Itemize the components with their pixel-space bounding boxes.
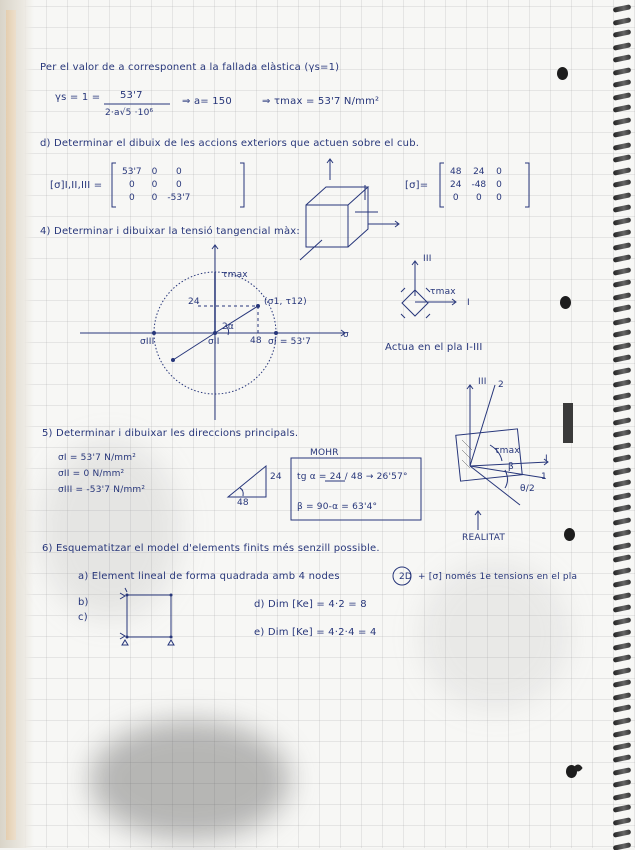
spiral-coil xyxy=(613,504,632,513)
spiral-coil xyxy=(613,467,632,476)
mohr-taumax-label: τmax xyxy=(222,270,248,280)
spiral-coil xyxy=(613,167,632,176)
spiral-coil xyxy=(613,629,632,638)
mohr-tg-alpha: tg α = 24 / 48 → 26'57° xyxy=(297,472,408,482)
spiral-coil xyxy=(613,704,632,713)
mohr-label-24: 24 xyxy=(188,297,200,307)
spiral-coil xyxy=(613,117,632,126)
spiral-coil xyxy=(613,604,632,613)
spiral-coil xyxy=(613,292,632,301)
spiral-coil xyxy=(613,654,632,663)
answer-d: d) Dim [Ke] = 4·2 = 8 xyxy=(254,599,367,610)
section-5-title: 5) Determinar i dibuixar les direccions principals. xyxy=(42,428,299,439)
spiral-coil xyxy=(613,154,632,163)
spiral-coil xyxy=(613,592,632,601)
spiral-coil xyxy=(613,804,632,813)
spiral-coil xyxy=(613,92,632,101)
matrix-cell: 0 xyxy=(128,192,135,203)
matrix-cell: 0 xyxy=(496,192,502,203)
spiral-coil xyxy=(613,542,632,551)
punch-hole xyxy=(560,296,571,309)
mohr-alpha: 2α xyxy=(222,322,235,332)
spiral-coil xyxy=(613,29,632,38)
punch-hole xyxy=(564,528,575,541)
matrix-cell: 0 xyxy=(151,192,158,203)
spiral-coil xyxy=(613,404,632,413)
intro-line: Per el valor de a corresponent a la fallada elàstica (γs=1) xyxy=(40,62,340,73)
spiral-coil xyxy=(613,354,632,363)
spiral-coil xyxy=(613,79,632,88)
matrix-cell: 24 xyxy=(450,179,462,190)
spiral-coil xyxy=(613,304,632,313)
spiral-coil xyxy=(613,279,632,288)
spiral-coil xyxy=(613,754,632,763)
matrix-2-lhs: [σ]= xyxy=(405,180,429,191)
spiral-coil xyxy=(613,267,632,276)
spiral-coil xyxy=(613,129,632,138)
spiral-coil xyxy=(613,817,632,826)
spiral-coil xyxy=(613,204,632,213)
spiral-coil xyxy=(613,192,632,201)
matrix-cell: 53'7 xyxy=(122,166,142,177)
answer-a-2d: 2D xyxy=(399,572,413,582)
spiral-binding xyxy=(611,0,635,848)
matrix-cell: 0 xyxy=(496,166,502,177)
spiral-coil xyxy=(613,717,632,726)
spiral-coil xyxy=(613,492,632,501)
spiral-coil xyxy=(613,554,632,563)
principal-s1: σI = 53'7 N/mm² xyxy=(58,453,137,463)
shadow-stain xyxy=(90,720,290,840)
spiral-coil xyxy=(613,742,632,751)
spiral-coil xyxy=(613,567,632,576)
realitat-label: REALITAT xyxy=(462,533,506,543)
mohr-label-48: 48 xyxy=(250,336,262,346)
principal-axis-1: 1 xyxy=(541,472,547,482)
spiral-coil xyxy=(613,454,632,463)
mohr-point-label: (σ1, τ12) xyxy=(264,297,307,307)
mohr-beta: β = 90-α = 63'4° xyxy=(297,502,378,512)
spiral-coil xyxy=(613,54,632,63)
matrix-cell: -48 xyxy=(471,179,487,190)
spiral-coil xyxy=(613,692,632,701)
spiral-coil xyxy=(613,67,632,76)
spiral-coil xyxy=(613,242,632,251)
principal-s2: σII = 0 N/mm² xyxy=(58,469,125,479)
matrix-1-lhs: [σ]I,II,III = xyxy=(50,180,103,191)
punch-hole xyxy=(566,765,577,778)
spiral-coil xyxy=(613,579,632,588)
matrix-cell: 24 xyxy=(473,166,485,177)
answer-b: b) xyxy=(78,597,89,608)
spiral-coil xyxy=(613,667,632,676)
mohr-heading: MOHR xyxy=(310,448,339,458)
element-axis-III: III xyxy=(423,254,432,264)
fraction-den: 2·a√5 ·10⁶ xyxy=(105,108,154,118)
notebook-tab xyxy=(563,403,573,443)
spiral-coil xyxy=(613,17,632,26)
matrix-cell: 0 xyxy=(175,179,182,190)
mohr-sigma-axis: σ xyxy=(343,330,349,340)
shadow-stain xyxy=(40,440,180,620)
matrix-cell: 48 xyxy=(450,166,462,177)
mohr-sigma-III: σIII xyxy=(140,337,155,347)
principal-taumax: τmax xyxy=(494,446,520,456)
result-a: ⇒ a= 150 xyxy=(182,96,232,107)
spiral-coil xyxy=(613,254,632,263)
matrix-cell: 0 xyxy=(452,192,459,203)
principal-axis-2: 2 xyxy=(498,380,504,390)
matrix-cell: 0 xyxy=(151,179,158,190)
spiral-coil xyxy=(613,217,632,226)
principal-axis-III: III xyxy=(478,377,487,387)
triangle-48: 48 xyxy=(237,498,249,508)
spiral-coil xyxy=(613,642,632,651)
matrix-cell: 0 xyxy=(175,166,182,177)
spiral-coil xyxy=(613,142,632,151)
answer-c: c) xyxy=(78,612,88,623)
section-6-title: 6) Esquematitzar el model d'elements finits més senzill possible. xyxy=(42,543,380,554)
fraction-num: 53'7 xyxy=(120,90,143,101)
gs-equation: γs = 1 = xyxy=(55,92,101,103)
punch-hole xyxy=(557,67,568,80)
principal-s3: σIII = -53'7 N/mm² xyxy=(58,485,146,495)
section-d-title: d) Determinar el dibuix de les accions exteriors que actuen sobre el cub. xyxy=(40,138,420,149)
spiral-coil xyxy=(613,329,632,338)
spiral-coil xyxy=(613,517,632,526)
answer-a: a) Element lineal de forma quadrada amb 4 nodes xyxy=(78,571,340,582)
matrix-cell: 0 xyxy=(496,179,502,190)
matrix-1 xyxy=(117,165,195,204)
spiral-coil xyxy=(613,842,632,850)
spiral-coil xyxy=(613,792,632,801)
spiral-coil xyxy=(613,417,632,426)
spiral-coil xyxy=(613,42,632,51)
mohr-sigma-II: σII xyxy=(208,337,220,347)
shadow-stain xyxy=(420,560,570,710)
element-taumax: τmax xyxy=(430,287,456,297)
matrix-2 xyxy=(445,165,507,204)
mohr-sigma-I: σI = 53'7 xyxy=(268,337,312,347)
element-axis-I: I xyxy=(467,298,470,308)
spiral-coil xyxy=(613,829,632,838)
spiral-coil xyxy=(613,429,632,438)
spiral-coil xyxy=(613,229,632,238)
spiral-coil xyxy=(613,342,632,351)
spiral-coil xyxy=(613,767,632,776)
spiral-coil xyxy=(613,442,632,451)
principal-theta: θ/2 xyxy=(520,484,535,494)
section-4-title: 4) Determinar i dibuixar la tensió tangencial màx: xyxy=(40,226,300,237)
element-caption: Actua en el pla I-III xyxy=(385,342,483,353)
answer-e: e) Dim [Ke] = 4·2·4 = 4 xyxy=(254,627,377,638)
spiral-coil xyxy=(613,367,632,376)
matrix-cell: -53'7 xyxy=(167,192,191,203)
spiral-coil xyxy=(613,392,632,401)
spiral-coil xyxy=(613,104,632,113)
matrix-cell: 0 xyxy=(151,166,158,177)
spiral-coil xyxy=(613,779,632,788)
spiral-coil xyxy=(613,479,632,488)
spiral-coil xyxy=(613,529,632,538)
matrix-cell: 0 xyxy=(475,192,482,203)
spiral-coil xyxy=(613,679,632,688)
principal-axis-I: I xyxy=(545,454,548,464)
matrix-cell: 0 xyxy=(128,179,135,190)
result-tau: ⇒ τmax = 53'7 N/mm² xyxy=(262,96,380,107)
answer-a-rest: + [σ] només 1e tensions en el pla xyxy=(418,572,578,582)
principal-beta: β xyxy=(508,462,514,472)
spiral-coil xyxy=(613,729,632,738)
spiral-coil xyxy=(613,4,632,13)
triangle-24: 24 xyxy=(270,472,282,482)
spiral-coil xyxy=(613,179,632,188)
spiral-coil xyxy=(613,379,632,388)
spiral-coil xyxy=(613,317,632,326)
spiral-coil xyxy=(613,617,632,626)
page-edge-stain xyxy=(6,10,16,840)
